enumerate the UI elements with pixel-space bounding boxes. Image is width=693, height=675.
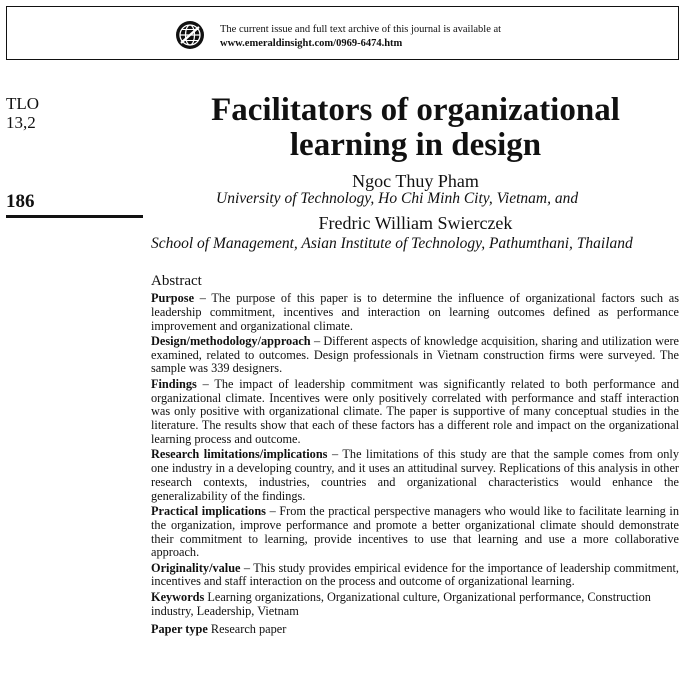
section-label: Research limitations/implications [151,447,328,462]
section-text: – This study provides empirical evidence for the importance of leadership commitment, incentives and staff interaction on the process and outcome of organizational learning. [151,560,679,589]
section-label: Originality/value [151,560,241,575]
abstract-section-limitations [151,448,679,503]
journal-availability-banner [6,6,679,60]
availability-text: The current issue and full text archive of this journal is available at [220,24,502,35]
section-label: Paper type [151,621,208,636]
section-text: – The limitations of this study are that the sample comes from only one industry in a developing country, and it uses an attitudinal survey. Replications of this analysis in other research contexts, industries, countries and organizational characteristics would enhance the generalizability of the findings. [151,447,679,503]
affiliation-1: University of Technology, Ho Chi Minh City, Vietnam, and [216,190,579,207]
journal-abbreviation: TLO [6,94,40,113]
emerald-globe-icon [175,20,205,50]
keywords [151,591,679,619]
section-label: Findings [151,376,197,391]
abstract-section-purpose [151,292,679,333]
abstract-body [151,292,679,638]
paper-title-line-2: learning in design [289,127,542,163]
section-text: – The purpose of this paper is to determine the influence of organizational factors such as leadership commitment, incentives and interaction on learning outcomes defined as performance improvement and organizational climate. [151,291,679,333]
section-label: Practical implications [151,503,266,518]
page-number: 186 [6,191,35,212]
abstract-section-practical [151,505,679,560]
affiliation-2: School of Management, Asian Institute of Technology, Pathumthani, Thailand [151,235,633,252]
abstract-section-design [151,335,679,376]
paper-type [151,623,679,637]
section-label: Keywords [151,590,205,605]
section-text: Research paper [207,621,287,636]
author-2: Fredric William Swierczek [318,213,513,233]
section-text: – Different aspects of knowledge acquisition, sharing and utilization were examined, related to outcomes. Design professionals in Vietnam construction firms were surveyed. The sample was 339 designers. [151,333,679,376]
section-text: – From the practical perspective managers who would like to facilitate learning in the organization, improve performance and promote a better organizational climate should demonstrate their commitment to learning, provide incentives to use that learning and use a more collaborative approach. [151,503,679,560]
page-number-rule [6,215,143,218]
author-1: Ngoc Thuy Pham [352,171,479,191]
abstract-section-originality [151,562,679,590]
section-label: Purpose [151,291,195,305]
abstract-heading: Abstract [151,273,202,289]
volume-issue: 13,2 [6,113,36,132]
section-label: Design/methodology/approach [151,333,311,348]
paper-title-line-1: Facilitators of organizational [211,92,620,128]
journal-url-link[interactable]: www.emeraldinsight.com/0969-6474.htm [220,38,403,49]
section-text: Learning organizations, Organizational culture, Organizational performance, Construction industry, Leadership, Vietnam [151,590,651,619]
abstract-section-findings [151,378,679,447]
journal-code [6,94,39,132]
section-text: – The impact of leadership commitment was significantly related to both performance and organizational climate. Incentives were only positively correlated with performance and staff interaction was only positive with organizational climate. The paper is supportive of many conceptual studies in the literature. The results show that each of these factors has a different role and impact on the organizational learning process and outcome. [151,376,679,446]
